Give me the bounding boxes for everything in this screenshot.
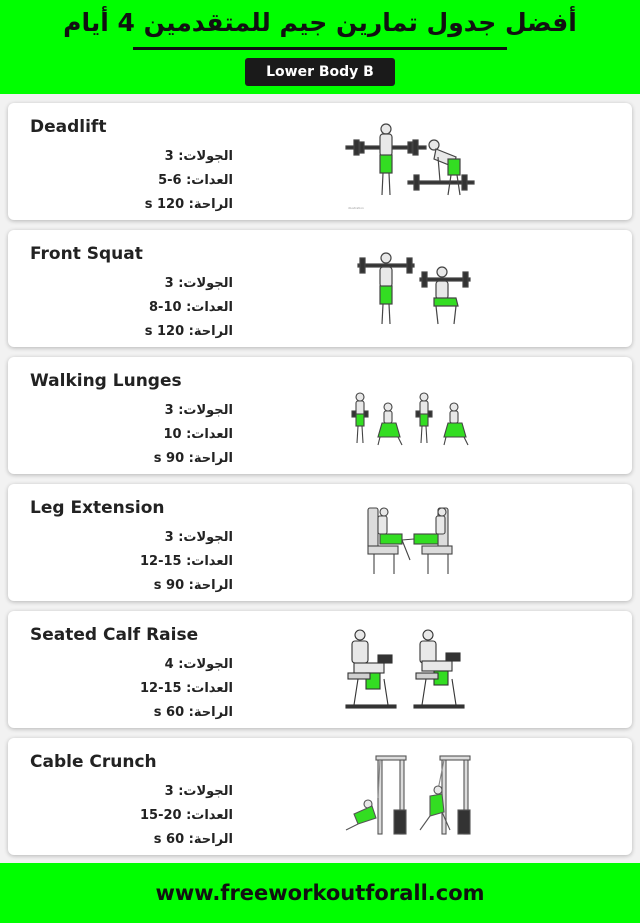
exercise-rest: الراحة: 90 s bbox=[153, 578, 233, 593]
exercise-rest: الراحة: 120 s bbox=[144, 197, 233, 212]
cable-crunch-illustration bbox=[338, 748, 478, 846]
exercise-sets: الجولات: 3 bbox=[164, 403, 233, 418]
exercise-rest: الراحة: 60 s bbox=[153, 832, 233, 847]
page-header bbox=[0, 0, 640, 94]
exercise-card-leg-extension bbox=[8, 484, 632, 601]
title-underline bbox=[133, 47, 507, 50]
footer-website bbox=[0, 863, 640, 923]
walking-lunges-illustration bbox=[338, 367, 478, 465]
exercise-rest: الراحة: 120 s bbox=[144, 324, 233, 339]
exercise-reps: العدات: 15-20 bbox=[139, 808, 233, 823]
website-url: www.freeworkoutforall.com bbox=[155, 881, 485, 905]
front-squat-illustration bbox=[338, 240, 478, 338]
exercise-name: Cable Crunch bbox=[30, 752, 157, 772]
exercise-rest: الراحة: 60 s bbox=[153, 705, 233, 720]
workout-day-badge: Lower Body B bbox=[245, 58, 395, 86]
exercise-card-cable-crunch bbox=[8, 738, 632, 855]
exercise-rest: الراحة: 90 s bbox=[153, 451, 233, 466]
exercise-name: Seated Calf Raise bbox=[30, 625, 199, 645]
exercise-sets: الجولات: 3 bbox=[164, 784, 233, 799]
exercise-reps: العدات: 12-15 bbox=[139, 554, 233, 569]
exercise-name: Leg Extension bbox=[30, 498, 165, 518]
exercise-card-walking-lunges bbox=[8, 357, 632, 474]
exercise-card-front-squat bbox=[8, 230, 632, 347]
exercise-name: Deadlift bbox=[30, 117, 107, 137]
exercise-reps: العدات: 8-10 bbox=[149, 300, 233, 315]
exercise-sets: الجولات: 3 bbox=[164, 149, 233, 164]
exercise-card-seated-calf-raise bbox=[8, 611, 632, 728]
svg-text:illustration: illustration bbox=[348, 206, 364, 210]
exercise-name: Walking Lunges bbox=[30, 371, 182, 391]
exercise-reps: العدات: 12-15 bbox=[139, 681, 233, 696]
page-title: أفضل جدول تمارين جيم للمتقدمين 4 أيام bbox=[63, 8, 577, 37]
deadlift-illustration bbox=[338, 113, 478, 211]
leg-extension-illustration bbox=[338, 494, 478, 592]
exercise-name: Front Squat bbox=[30, 244, 143, 264]
exercise-sets: الجولات: 3 bbox=[164, 530, 233, 545]
exercise-reps: العدات: 10 bbox=[163, 427, 233, 442]
exercise-reps: العدات: 5-6 bbox=[158, 173, 233, 188]
seated-calf-raise-illustration bbox=[338, 621, 478, 719]
exercise-sets: الجولات: 3 bbox=[164, 276, 233, 291]
exercise-sets: الجولات: 4 bbox=[164, 657, 233, 672]
exercise-card-deadlift bbox=[8, 103, 632, 220]
